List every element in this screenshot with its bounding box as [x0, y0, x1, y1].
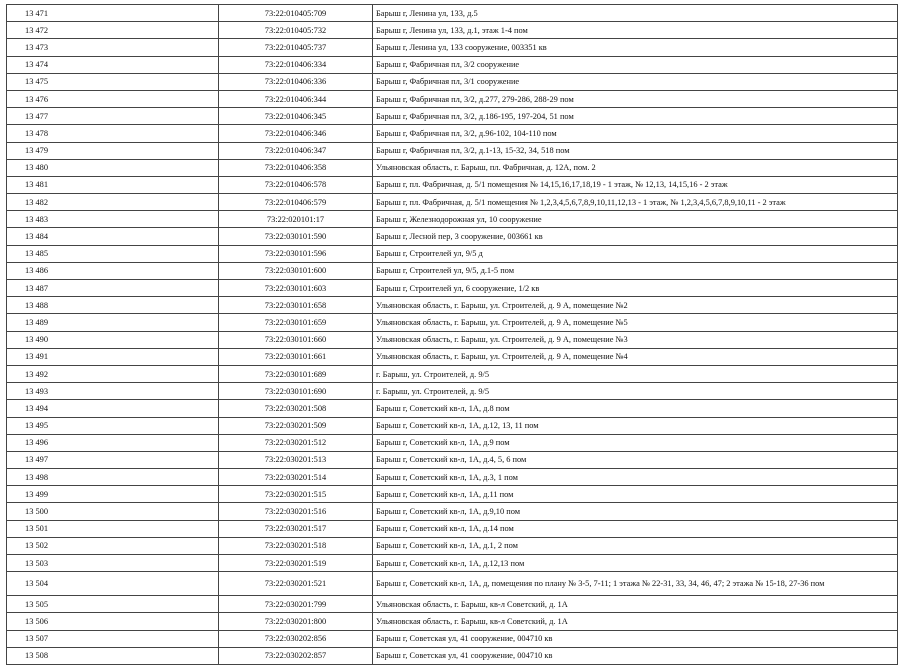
table-row [7, 520, 898, 537]
row-number-cell: 13 491 [7, 348, 219, 365]
address-cell: Барыш г, Советский кв-л, 1А, д.12,13 пом [373, 555, 898, 572]
table-row [7, 194, 898, 211]
address-cell: Ульяновская область, г. Барыш, ул. Строителей, д. 9 А, помещение №5 [373, 314, 898, 331]
cadastral-number-cell: 73:22:010406:344 [219, 90, 373, 107]
row-number-cell: 13 493 [7, 383, 219, 400]
address-cell: Ульяновская область, г. Барыш, ул. Строителей, д. 9 А, помещение №2 [373, 297, 898, 314]
table-row [7, 5, 898, 22]
row-number-cell: 13 478 [7, 125, 219, 142]
address-cell: Ульяновская область, г. Барыш, кв-л Советский, д. 1А [373, 613, 898, 630]
address-cell: Ульяновская область, г. Барыш, кв-л Советский, д. 1А [373, 596, 898, 613]
cadastral-number-cell: 73:22:010406:336 [219, 73, 373, 90]
cadastral-number-cell: 73:22:030201:521 [219, 572, 373, 596]
cadastral-number-cell: 73:22:030201:516 [219, 503, 373, 520]
row-number-cell: 13 487 [7, 280, 219, 297]
table-row [7, 348, 898, 365]
address-cell: Барыш г, Ленина ул, 133 сооружение, 003351 кв [373, 39, 898, 56]
table-row [7, 228, 898, 245]
cadastral-number-cell: 73:22:030101:689 [219, 365, 373, 382]
table-row [7, 73, 898, 90]
row-number-cell: 13 486 [7, 262, 219, 279]
row-number-cell: 13 499 [7, 486, 219, 503]
row-number-cell: 13 480 [7, 159, 219, 176]
table-row [7, 434, 898, 451]
address-cell: Барыш г, Строителей ул, 9/5 д [373, 245, 898, 262]
table-row [7, 280, 898, 297]
address-cell: Барыш г, Строителей ул, 9/5, д.1-5 пом [373, 262, 898, 279]
table-row [7, 262, 898, 279]
cadastral-number-cell: 73:22:010406:579 [219, 194, 373, 211]
address-cell: Барыш г, пл. Фабричная, д. 5/1 помещения № 14,15,16,17,18,19 - 1 этаж, № 12,13, 14,15,16 - 2 этаж [373, 176, 898, 193]
cadastral-number-cell: 73:22:030201:799 [219, 596, 373, 613]
address-cell: Барыш г, Фабричная пл, 3/2, д.96-102, 104-110 пом [373, 125, 898, 142]
row-number-cell: 13 473 [7, 39, 219, 56]
table-row [7, 383, 898, 400]
cadastral-number-cell: 73:22:010406:334 [219, 56, 373, 73]
address-cell: Ульяновская область, г. Барыш, пл. Фабричная, д. 12А, пом. 2 [373, 159, 898, 176]
row-number-cell: 13 474 [7, 56, 219, 73]
address-cell: Барыш г, Фабричная пл, 3/2, д.277, 279-286, 288-29 пом [373, 90, 898, 107]
table-row [7, 451, 898, 468]
table-row [7, 400, 898, 417]
row-number-cell: 13 501 [7, 520, 219, 537]
table-row [7, 555, 898, 572]
address-cell: Барыш г, Советский кв-л, 1А, д.11 пом [373, 486, 898, 503]
table-row [7, 486, 898, 503]
cadastral-number-cell: 73:22:010406:578 [219, 176, 373, 193]
row-number-cell: 13 472 [7, 22, 219, 39]
table-row [7, 142, 898, 159]
cadastral-number-cell: 73:22:010405:709 [219, 5, 373, 22]
row-number-cell: 13 488 [7, 297, 219, 314]
table-row [7, 56, 898, 73]
row-number-cell: 13 497 [7, 451, 219, 468]
address-cell: Барыш г, Фабричная пл, 3/2 сооружение [373, 56, 898, 73]
row-number-cell: 13 471 [7, 5, 219, 22]
row-number-cell: 13 498 [7, 469, 219, 486]
cadastral-number-cell: 73:22:010405:737 [219, 39, 373, 56]
address-cell: Барыш г, Советский кв-л, 1А, д.4, 5, 6 пом [373, 451, 898, 468]
cadastral-number-cell: 73:22:030201:517 [219, 520, 373, 537]
table-row [7, 613, 898, 630]
row-number-cell: 13 505 [7, 596, 219, 613]
address-cell: Барыш г, Советский кв-л, 1А, д.8 пом [373, 400, 898, 417]
table-row [7, 297, 898, 314]
table-row [7, 108, 898, 125]
cadastral-number-cell: 73:22:030201:508 [219, 400, 373, 417]
row-number-cell: 13 475 [7, 73, 219, 90]
cadastral-number-cell: 73:22:030201:515 [219, 486, 373, 503]
table-row [7, 537, 898, 554]
cadastral-number-cell: 73:22:030101:596 [219, 245, 373, 262]
cadastral-number-cell: 73:22:010405:732 [219, 22, 373, 39]
table-row [7, 572, 898, 596]
row-number-cell: 13 495 [7, 417, 219, 434]
address-cell: Барыш г, Советский кв-л, 1А, д.1, 2 пом [373, 537, 898, 554]
cadastral-number-cell: 73:22:030202:857 [219, 647, 373, 664]
table-row [7, 417, 898, 434]
table-row [7, 503, 898, 520]
cadastral-number-cell: 73:22:010406:345 [219, 108, 373, 125]
address-cell: Барыш г, Советский кв-л, 1А, д.9 пом [373, 434, 898, 451]
address-cell: г. Барыш, ул. Строителей, д. 9/5 [373, 383, 898, 400]
row-number-cell: 13 492 [7, 365, 219, 382]
cadastral-number-cell: 73:22:010406:358 [219, 159, 373, 176]
address-cell: Барыш г, Ленина ул, 133, д.1, этаж 1-4 пом [373, 22, 898, 39]
cadastral-number-cell: 73:22:010406:347 [219, 142, 373, 159]
address-cell: Барыш г, Советская ул, 41 сооружение, 004710 кв [373, 647, 898, 664]
address-cell: Барыш г, Советский кв-л, 1А, д.14 пом [373, 520, 898, 537]
row-number-cell: 13 504 [7, 572, 219, 596]
row-number-cell: 13 506 [7, 613, 219, 630]
cadastral-number-cell: 73:22:030101:658 [219, 297, 373, 314]
cadastral-number-cell: 73:22:030201:800 [219, 613, 373, 630]
row-number-cell: 13 489 [7, 314, 219, 331]
table-row [7, 647, 898, 664]
row-number-cell: 13 507 [7, 630, 219, 647]
address-cell: Барыш г, Строителей ул, 6 сооружение, 1/2 кв [373, 280, 898, 297]
table-row [7, 90, 898, 107]
cadastral-number-cell: 73:22:030101:660 [219, 331, 373, 348]
row-number-cell: 13 496 [7, 434, 219, 451]
table-row [7, 331, 898, 348]
address-cell: Барыш г, Фабричная пл, 3/1 сооружение [373, 73, 898, 90]
cadastral-number-cell: 73:22:030201:514 [219, 469, 373, 486]
address-cell: Барыш г, пл. Фабричная, д. 5/1 помещения № 1,2,3,4,5,6,7,8,9,10,11,12,13 - 1 этаж, № 1,2,3,4,5,6,7,8,9,10,11 - 2 этаж [373, 194, 898, 211]
property-register-table [6, 4, 898, 665]
cadastral-number-cell: 73:22:030101:661 [219, 348, 373, 365]
row-number-cell: 13 481 [7, 176, 219, 193]
address-cell: г. Барыш, ул. Строителей, д. 9/5 [373, 365, 898, 382]
row-number-cell: 13 508 [7, 647, 219, 664]
cadastral-number-cell: 73:22:030101:690 [219, 383, 373, 400]
cadastral-number-cell: 73:22:030101:590 [219, 228, 373, 245]
table-row [7, 469, 898, 486]
table-row [7, 22, 898, 39]
cadastral-number-cell: 73:22:030101:603 [219, 280, 373, 297]
row-number-cell: 13 476 [7, 90, 219, 107]
address-cell: Ульяновская область, г. Барыш, ул. Строителей, д. 9 А, помещение №4 [373, 348, 898, 365]
table-row [7, 245, 898, 262]
cadastral-number-cell: 73:22:020101:17 [219, 211, 373, 228]
table-row [7, 365, 898, 382]
row-number-cell: 13 490 [7, 331, 219, 348]
document-sheet [6, 4, 898, 665]
address-cell: Барыш г, Ленина ул, 133, д.5 [373, 5, 898, 22]
address-cell: Ульяновская область, г. Барыш, ул. Строителей, д. 9 А, помещение №3 [373, 331, 898, 348]
cadastral-number-cell: 73:22:030201:518 [219, 537, 373, 554]
address-cell: Барыш г, Советский кв-л, 1А, д.12, 13, 11 пом [373, 417, 898, 434]
table-row [7, 596, 898, 613]
row-number-cell: 13 482 [7, 194, 219, 211]
address-cell: Барыш г, Железнодорожная ул, 10 сооружение [373, 211, 898, 228]
address-cell: Барыш г, Советский кв-л, 1А, д.3, 1 пом [373, 469, 898, 486]
address-cell: Барыш г, Советский кв-л, 1А, д.9,10 пом [373, 503, 898, 520]
cadastral-number-cell: 73:22:030201:509 [219, 417, 373, 434]
cadastral-number-cell: 73:22:030101:659 [219, 314, 373, 331]
row-number-cell: 13 485 [7, 245, 219, 262]
address-cell: Барыш г, Советская ул, 41 сооружение, 004710 кв [373, 630, 898, 647]
row-number-cell: 13 484 [7, 228, 219, 245]
table-row [7, 176, 898, 193]
table-row [7, 159, 898, 176]
cadastral-number-cell: 73:22:030201:513 [219, 451, 373, 468]
table-row [7, 125, 898, 142]
row-number-cell: 13 494 [7, 400, 219, 417]
row-number-cell: 13 479 [7, 142, 219, 159]
table-body [7, 5, 898, 665]
row-number-cell: 13 502 [7, 537, 219, 554]
address-cell: Барыш г, Фабричная пл, 3/2, д.1-13, 15-32, 34, 518 пом [373, 142, 898, 159]
row-number-cell: 13 477 [7, 108, 219, 125]
cadastral-number-cell: 73:22:030202:856 [219, 630, 373, 647]
cadastral-number-cell: 73:22:030201:512 [219, 434, 373, 451]
address-cell: Барыш г, Лесной пер, 3 сооружение, 003661 кв [373, 228, 898, 245]
cadastral-number-cell: 73:22:030101:600 [219, 262, 373, 279]
table-row [7, 39, 898, 56]
table-row [7, 630, 898, 647]
row-number-cell: 13 483 [7, 211, 219, 228]
address-cell: Барыш г, Советский кв-л, 1А, д, помещения по плану № 3-5, 7-11; 1 этажа № 22-31, 33, 34, 46, 47; 2 этажа № 15-18, 27-36 пом [373, 572, 898, 596]
row-number-cell: 13 503 [7, 555, 219, 572]
table-row [7, 211, 898, 228]
table-row [7, 314, 898, 331]
cadastral-number-cell: 73:22:030201:519 [219, 555, 373, 572]
cadastral-number-cell: 73:22:010406:346 [219, 125, 373, 142]
row-number-cell: 13 500 [7, 503, 219, 520]
address-cell: Барыш г, Фабричная пл, 3/2, д.186-195, 197-204, 51 пом [373, 108, 898, 125]
